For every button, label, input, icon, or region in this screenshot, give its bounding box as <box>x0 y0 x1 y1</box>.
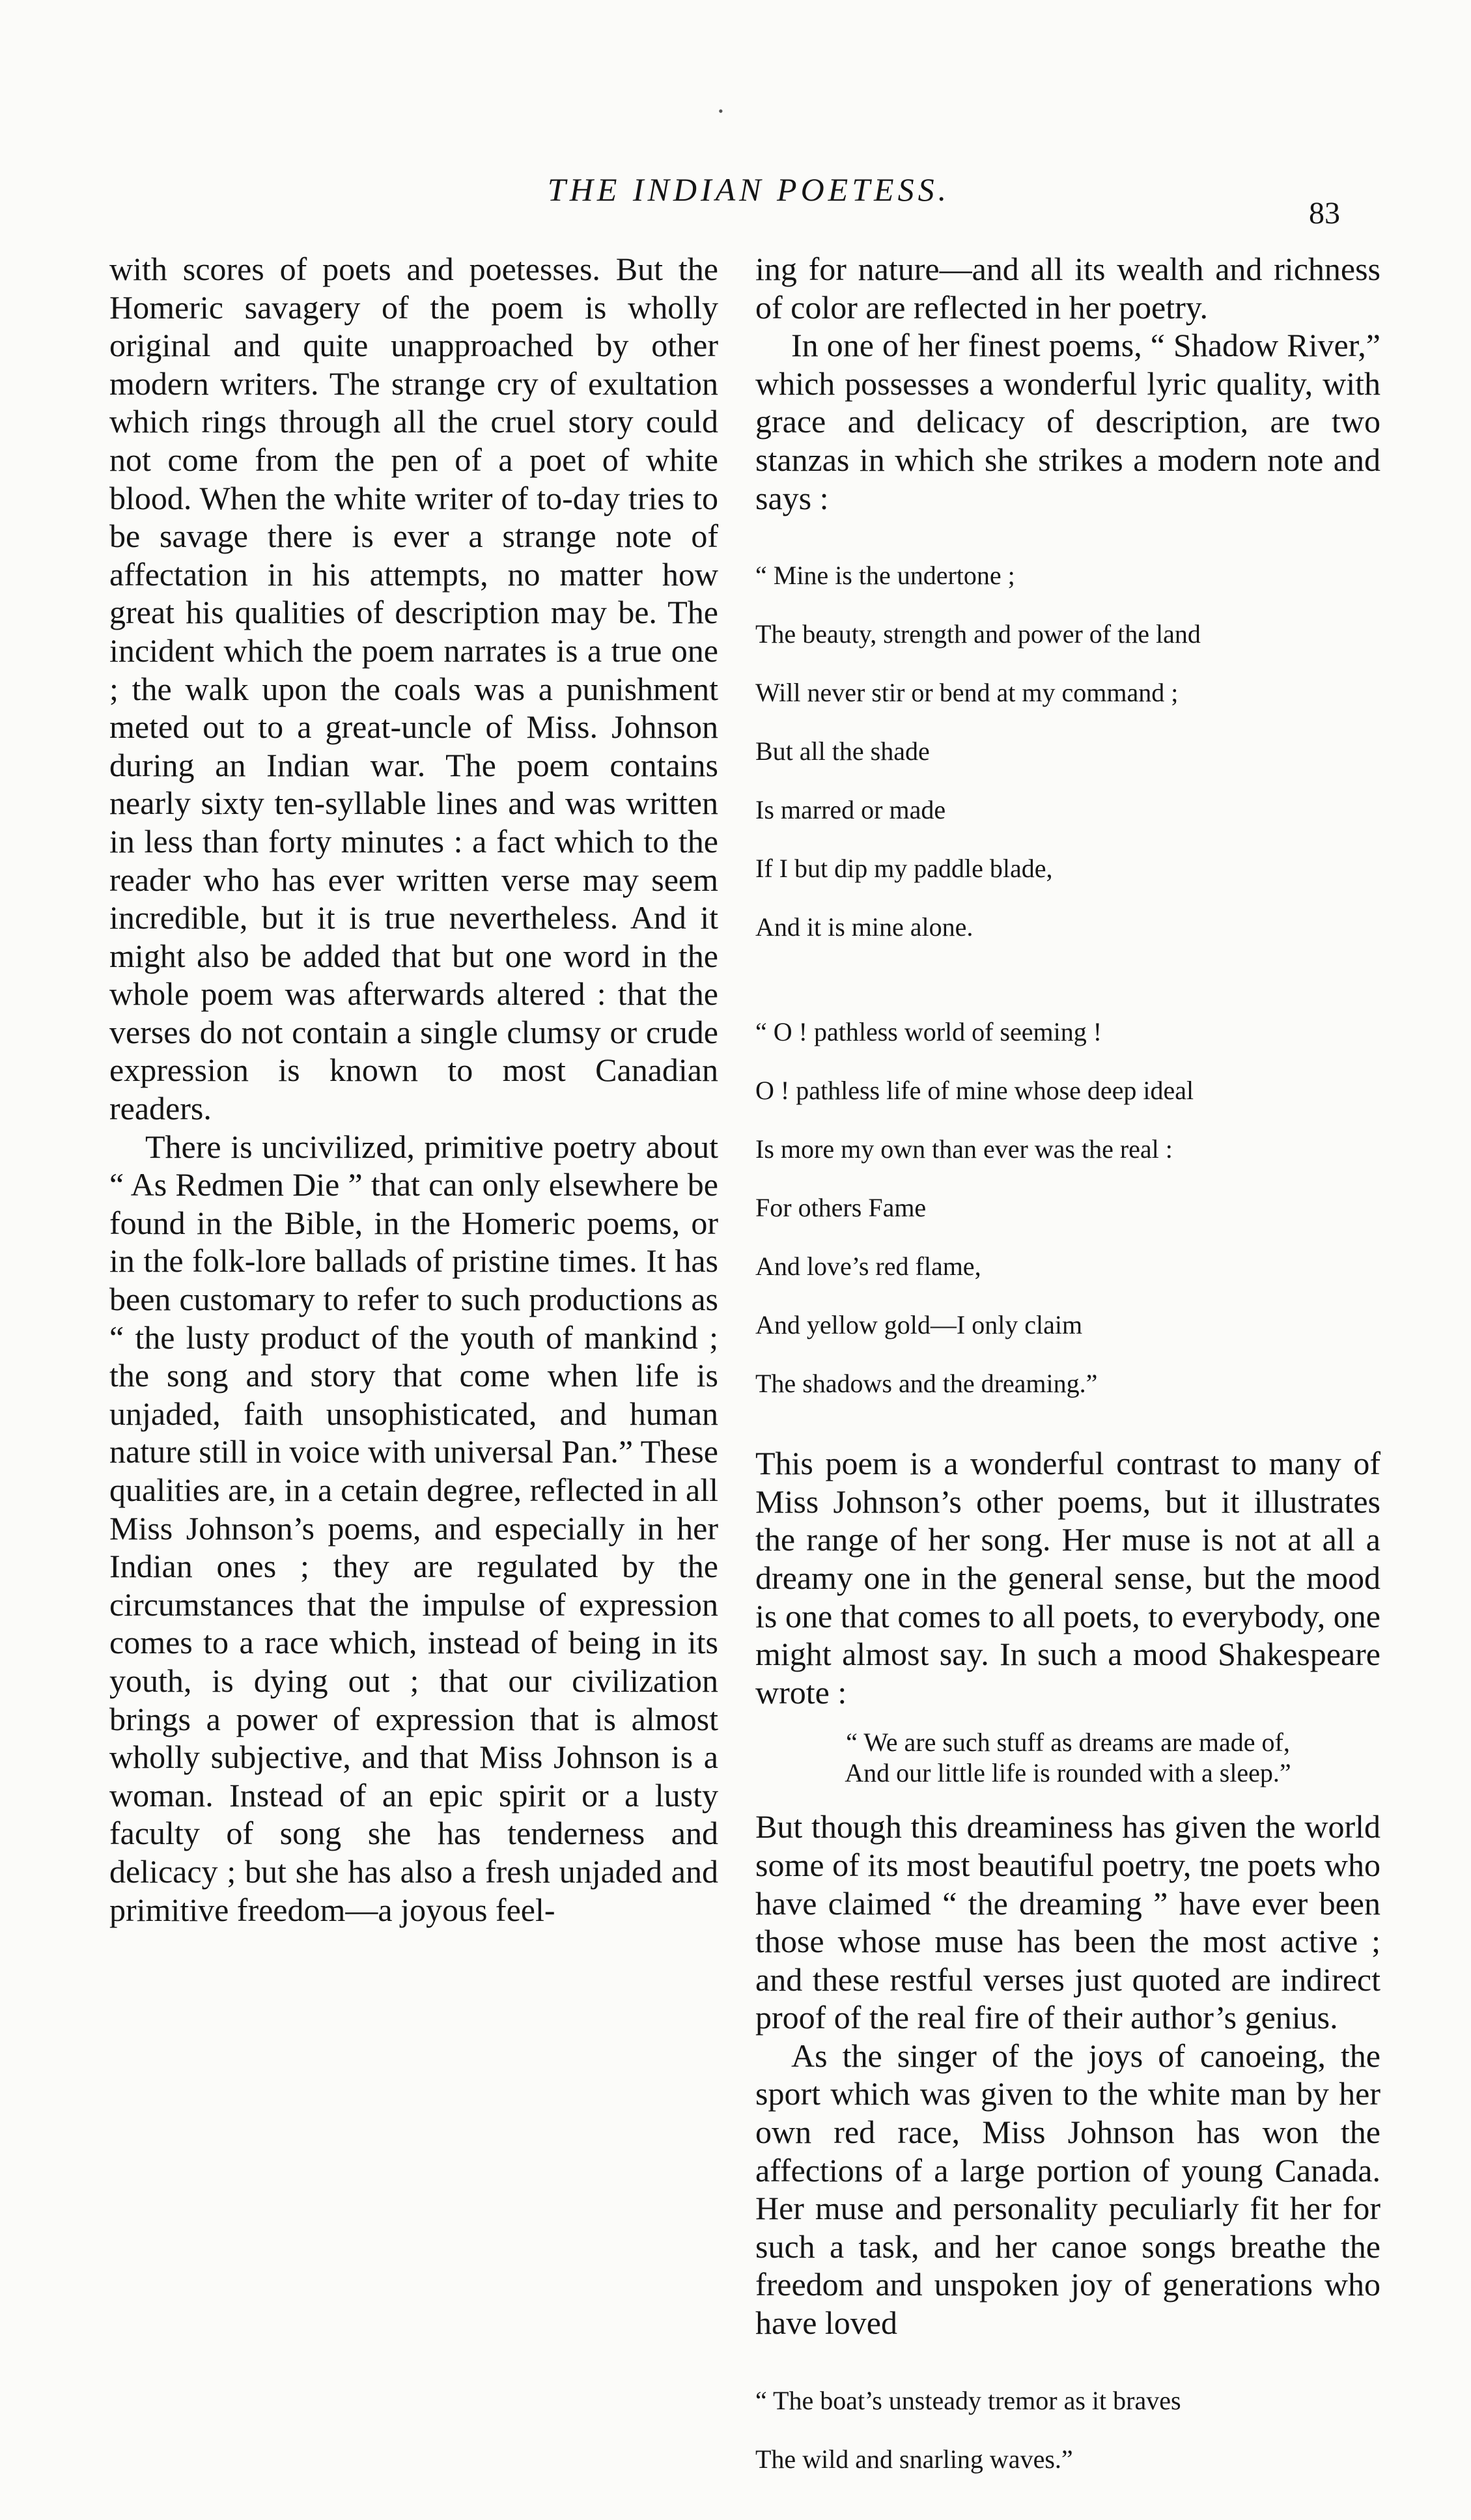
paragraph: with scores of poets and poetesses. But the Homeric savagery of the poem is wholly original and quite unapproached by other modern writers. The strange cry of exultation which rings through all the cruel story could not come from the pen of a poet of white blood. When the white writer of to-day tries to be savage there is ever a strange note of affectation in his attempts, no matter how great his qualities of description may be. The incident which the poem narrates is a true one ; the walk upon the coals was a punishment meted out to a great-uncle of Miss. Johnson during an Indian war. The poem contains nearly sixty ten-syllable lines and was written in less than forty minutes : a fact which to the reader who has ever written verse may seem incredible, but it is true nevertheless. And it might also be added that but one word in the whole poem was afterwards altered : that the verses do not contain a single clumsy or crude expression is known to most Canadian readers. <box>109 251 718 1127</box>
verse-line: The shadows and the dreaming.” <box>755 1369 1098 1399</box>
verse-line: The beauty, strength and power of the land <box>755 619 1201 649</box>
page-number: 83 <box>1309 196 1340 231</box>
paragraph: There is uncivilized, primitive poetry about “ As Redmen Die ” that can only elsewhere be found in the Bible, in the Homeric poems, or in the folk-lore ballads of pristine times. It has been customary to refer to such productions as “ the lusty product of the youth of mankind ; the song and story that come when life is unjaded, faith unsophisticated, and human nature still in voice with universal Pan.” These qualities are, in a cetain degree, reflected in all Miss Johnson’s poems, and especially in her Indian ones ; they are regulated by the circumstances that the impulse of expression comes to a race which, instead of being in its youth, is dying out ; that our civilization brings a power of expression that is almost wholly subjective, and that Miss Johnson is a woman. Instead of an epic spirit or a lusty faculty of song she has tenderness and delicacy ; but she has also a fresh unjaded and primitive freedom—a joyous feel- <box>109 1128 718 1928</box>
quote-line: “ We are such stuff as dreams are made of, <box>846 1728 1290 1757</box>
right-column <box>755 250 1380 2520</box>
verse-line: “ Mine is the undertone ; <box>755 561 1015 591</box>
closing-quote <box>755 2357 1380 2503</box>
verse-line: Is marred or made <box>755 795 946 825</box>
print-speck: • <box>718 103 723 119</box>
verse-line: O ! pathless life of mine whose deep ideal <box>755 1076 1194 1106</box>
verse-line: If I but dip my paddle blade, <box>755 854 1053 884</box>
verse-line: “ O ! pathless world of seeming ! <box>755 1017 1102 1047</box>
verse-line: And it is mine alone. <box>755 912 974 942</box>
paragraph: This poem is a wonderful contrast to many of Miss Johnson’s other poems, but it illustrates the range of her song. Her muse is not at all a dreamy one in the general sense, but the mood is one that comes to all poets, to everybody, one might almost say. In such a mood Shakespeare wrote : <box>755 1445 1380 1711</box>
verse-line: But all the shade <box>755 736 930 766</box>
left-column <box>109 250 718 1929</box>
verse-line: The wild and snarling waves.” <box>755 2444 1073 2474</box>
poem-stanza-2 <box>755 988 1380 1427</box>
shakespeare-quote <box>755 1727 1380 1788</box>
paragraph: In one of her finest poems, “ Shadow River,” which possesses a wonderful lyric quality, with grace and delicacy of description, are two stanzas in which she strikes a modern note and says : <box>755 327 1380 516</box>
paragraph: ing for nature—and all its wealth and richness of color are reflected in her poetry. <box>755 251 1380 326</box>
quote-line: And our little life is rounded with a sleep.” <box>845 1758 1291 1788</box>
verse-line: For others Fame <box>755 1193 927 1223</box>
verse-line: Will never stir or bend at my command ; <box>755 678 1179 708</box>
running-title: THE INDIAN POETESS. <box>547 171 951 208</box>
poem-stanza-1 <box>755 531 1380 971</box>
verse-line: And yellow gold—I only claim <box>755 1310 1083 1340</box>
paragraph: As the singer of the joys of canoeing, the sport which was given to the white man by her own red race, Miss Johnson has won the affections of a large portion of young Canada. Her muse and personality peculiarly fit her for such a task, and her canoe songs breathe the freedom and unspoken joy of generations who have loved <box>755 2037 1380 2342</box>
verse-line: Is more my own than ever was the real : <box>755 1134 1173 1164</box>
verse-line: “ The boat’s unsteady tremor as it braves <box>755 2385 1181 2415</box>
verse-line: And love’s red flame, <box>755 1252 981 1281</box>
paragraph: But though this dreaminess has given the world some of its most beautiful poetry, tne poets who have claimed “ the dreaming ” have ever been those whose muse has been the most active ; and these restful verses just quoted are indirect proof of the real fire of their author’s genius. <box>755 1808 1380 2036</box>
